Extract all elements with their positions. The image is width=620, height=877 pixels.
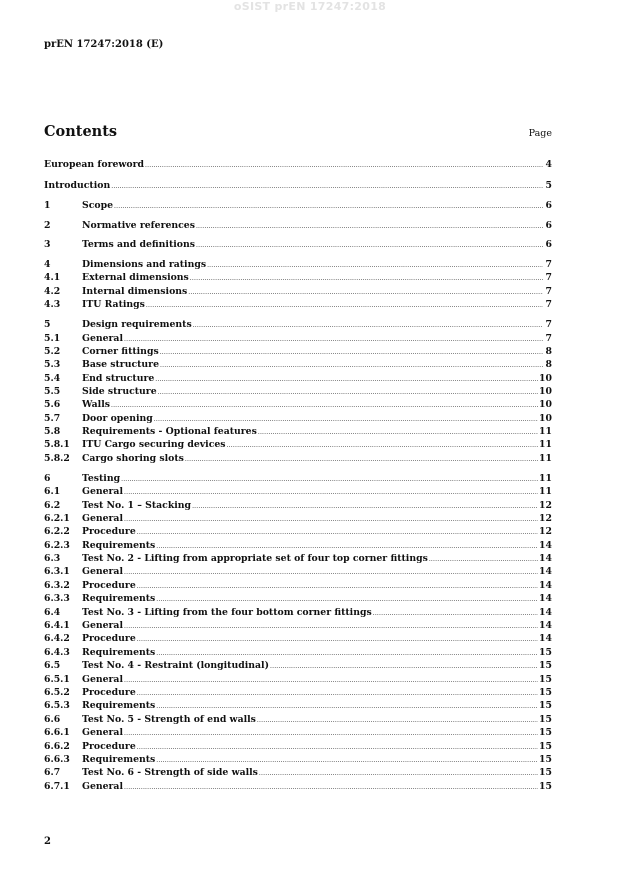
toc-entry-page: 14: [539, 593, 552, 604]
toc-entry-page: 14: [539, 607, 552, 618]
toc-entry[interactable]: [44, 198, 552, 211]
toc-entry[interactable]: [44, 498, 552, 511]
toc-entry-page: 7: [545, 333, 552, 344]
toc-entry[interactable]: [44, 297, 552, 310]
toc-entry-page: 11: [539, 453, 552, 464]
toc-entry-page: 11: [539, 426, 552, 437]
toc-entry-number: 5.7: [44, 413, 61, 424]
toc-entry[interactable]: [44, 645, 552, 658]
toc-dot-leader: [156, 649, 538, 658]
toc-entry-number: 4.3: [44, 299, 61, 310]
toc-entry[interactable]: [44, 511, 552, 524]
toc-entry-number: 5: [44, 319, 51, 330]
toc-entry-page: 10: [539, 399, 552, 410]
toc-entry-title: External dimensions: [82, 272, 189, 283]
toc-entry-title: Test No. 6 - Strength of side walls: [82, 767, 258, 778]
toc-entry-title: Procedure: [82, 633, 136, 644]
toc-entry-page: 12: [539, 500, 552, 511]
toc-entry-title: European foreword: [44, 159, 144, 170]
toc-entry-number: 6.7.1: [44, 781, 70, 792]
toc-entry-title: Requirements: [82, 754, 156, 765]
toc-dot-leader: [258, 428, 538, 437]
toc-entry-title: Requirements - Optional features: [82, 426, 257, 437]
toc-entry-title: Corner fittings: [82, 346, 159, 357]
toc-entry-title: Scope: [82, 200, 113, 211]
toc-entry-title: Test No. 1 – Stacking: [82, 500, 192, 511]
toc-entry-title: Base structure: [82, 359, 159, 370]
toc-entry-page: 15: [539, 674, 552, 685]
toc-entry-number: 5.8.1: [44, 439, 70, 450]
toc-entry[interactable]: [44, 178, 552, 191]
toc-entry-title: General: [82, 620, 123, 631]
toc-entry-number: 6.3.3: [44, 593, 70, 604]
toc-entry[interactable]: [44, 218, 552, 231]
toc-dot-leader: [124, 568, 538, 577]
toc-entry-title: Requirements: [82, 540, 156, 551]
toc-entry-title: Requirements: [82, 647, 156, 658]
toc-entry[interactable]: [44, 564, 552, 577]
toc-entry[interactable]: [44, 631, 552, 644]
toc-entry[interactable]: [44, 698, 552, 711]
toc-entry-title: Test No. 4 - Restraint (longitudinal): [82, 660, 269, 671]
toc-entry-title: End structure: [82, 373, 155, 384]
toc-entry-number: 6.5: [44, 660, 61, 671]
toc-entry[interactable]: [44, 424, 552, 437]
toc-entry-page: 15: [539, 767, 552, 778]
toc-entry[interactable]: [44, 765, 552, 778]
toc-entry[interactable]: [44, 779, 552, 792]
page-number: 2: [44, 836, 51, 847]
toc-entry-page: 14: [539, 620, 552, 631]
toc-dot-leader: [146, 301, 543, 310]
toc-entry-number: 1: [44, 200, 51, 211]
toc-dot-leader: [124, 515, 538, 524]
toc-dot-leader: [155, 375, 538, 384]
toc-entry-page: 6: [545, 200, 552, 211]
toc-entry-page: 14: [539, 566, 552, 577]
toc-entry-title: Door opening: [82, 413, 153, 424]
toc-entry-title: General: [82, 333, 123, 344]
toc-entry-page: 5: [545, 180, 552, 191]
toc-entry-number: 6.4: [44, 607, 61, 618]
toc-entry-number: 4.1: [44, 272, 61, 283]
toc-entry[interactable]: [44, 284, 552, 297]
toc-entry-page: 15: [539, 700, 552, 711]
toc-entry-number: 6.6.3: [44, 754, 70, 765]
toc-entry[interactable]: [44, 484, 552, 497]
toc-entry[interactable]: [44, 605, 552, 618]
toc-entry-number: 6.4.2: [44, 633, 70, 644]
toc-entry[interactable]: [44, 752, 552, 765]
toc-entry-number: 2: [44, 220, 51, 231]
toc-entry[interactable]: [44, 237, 552, 250]
toc-entry[interactable]: [44, 524, 552, 537]
toc-entry-title: Introduction: [44, 180, 111, 191]
toc-dot-leader: [193, 321, 543, 330]
toc-entry-title: Side structure: [82, 386, 157, 397]
toc-entry-number: 6.3.2: [44, 580, 70, 591]
toc-entry-page: 14: [539, 633, 552, 644]
toc-entry[interactable]: [44, 270, 552, 283]
toc-entry-number: 6.2.2: [44, 526, 70, 537]
toc-entry-number: 6.2.3: [44, 540, 70, 551]
toc-dot-leader: [190, 274, 543, 283]
toc-entry[interactable]: [44, 451, 552, 464]
toc-entry-title: Cargo shoring slots: [82, 453, 184, 464]
toc-entry-number: 6.2.1: [44, 513, 70, 524]
toc-entry-title: Requirements: [82, 700, 156, 711]
toc-dot-leader: [111, 401, 538, 410]
toc-entry-title: Normative references: [82, 220, 195, 231]
toc-dot-leader: [124, 676, 538, 685]
toc-entry-title: Walls: [82, 399, 110, 410]
toc-dot-leader: [429, 555, 538, 564]
toc-entry-number: 5.8.2: [44, 453, 70, 464]
toc-entry[interactable]: [44, 739, 552, 752]
toc-entry-number: 6.3: [44, 553, 61, 564]
toc-dot-leader: [137, 528, 538, 537]
toc-entry-number: 4: [44, 259, 51, 270]
toc-dot-leader: [373, 609, 538, 618]
toc-entry-page: 8: [545, 359, 552, 370]
toc-entry-title: Procedure: [82, 741, 136, 752]
watermark: oSIST prEN 17247:2018: [233, 0, 387, 13]
toc-entry-number: 6: [44, 473, 51, 484]
toc-entry-title: Test No. 2 - Lifting from appropriate set of four top corner fittings: [82, 553, 428, 564]
toc-dot-leader: [111, 182, 543, 191]
toc-dot-leader: [160, 361, 543, 370]
toc-entry[interactable]: [44, 658, 552, 671]
toc-entry-number: 4.2: [44, 286, 61, 297]
toc-entry-title: General: [82, 566, 123, 577]
toc-entry-number: 6.3.1: [44, 566, 70, 577]
toc-entry-page: 7: [545, 272, 552, 283]
toc-dot-leader: [160, 348, 543, 357]
toc-entry[interactable]: [44, 317, 552, 330]
toc-entry-page: 15: [539, 741, 552, 752]
toc-entry-title: Procedure: [82, 687, 136, 698]
toc-dot-leader: [156, 702, 538, 711]
toc-entry[interactable]: [44, 437, 552, 450]
toc-entry-number: 5.5: [44, 386, 61, 397]
toc-entry-page: 15: [539, 647, 552, 658]
toc-dot-leader: [270, 662, 538, 671]
toc-entry-title: Internal dimensions: [82, 286, 188, 297]
toc-entry-page: 12: [539, 513, 552, 524]
toc-entry-page: 14: [539, 553, 552, 564]
toc-entry-page: 7: [545, 286, 552, 297]
toc-entry-title: General: [82, 727, 123, 738]
toc-entry-number: 6.2: [44, 500, 61, 511]
toc-entry[interactable]: [44, 331, 552, 344]
toc-dot-leader: [227, 441, 539, 450]
toc-entry-page: 7: [545, 259, 552, 270]
toc-entry[interactable]: [44, 538, 552, 551]
toc-dot-leader: [137, 689, 538, 698]
toc-entry-title: Test No. 5 - Strength of end walls: [82, 714, 256, 725]
toc-entry[interactable]: [44, 672, 552, 685]
toc-entry[interactable]: [44, 357, 552, 370]
toc-entry-number: 6.6.1: [44, 727, 70, 738]
toc-dot-leader: [158, 388, 538, 397]
toc-dot-leader: [124, 488, 538, 497]
toc-entry-number: 6.5.1: [44, 674, 70, 685]
toc-dot-leader: [145, 161, 543, 170]
toc-entry[interactable]: [44, 578, 552, 591]
toc-dot-leader: [188, 288, 543, 297]
toc-entry-page: 6: [545, 220, 552, 231]
toc-entry-title: General: [82, 486, 123, 497]
toc-entry-page: 6: [545, 239, 552, 250]
toc-entry-number: 5.2: [44, 346, 61, 357]
toc-entry-page: 15: [539, 714, 552, 725]
toc-entry-page: 10: [539, 413, 552, 424]
toc-dot-leader: [196, 222, 543, 231]
toc-entry-number: 5.1: [44, 333, 61, 344]
toc-dot-leader: [124, 622, 538, 631]
toc-entry-page: 15: [539, 660, 552, 671]
toc-dot-leader: [156, 542, 538, 551]
toc-entry-page: 11: [539, 473, 552, 484]
page-column-label: Page: [528, 128, 552, 139]
toc-entry-number: 3: [44, 239, 51, 250]
toc-entry-number: 6.4.1: [44, 620, 70, 631]
toc-dot-leader: [156, 756, 538, 765]
toc-entry-page: 15: [539, 727, 552, 738]
toc-entry-page: 14: [539, 580, 552, 591]
toc-entry[interactable]: [44, 344, 552, 357]
toc-entry[interactable]: [44, 618, 552, 631]
toc-entry-number: 5.8: [44, 426, 61, 437]
toc-dot-leader: [257, 716, 538, 725]
toc-dot-leader: [259, 769, 538, 778]
toc-entry-title: Terms and definitions: [82, 239, 195, 250]
toc-entry[interactable]: [44, 384, 552, 397]
toc-entry-title: Test No. 3 - Lifting from the four bottom corner fittings: [82, 607, 372, 618]
toc-entry-page: 8: [545, 346, 552, 357]
toc-entry[interactable]: [44, 471, 552, 484]
toc-entry[interactable]: [44, 725, 552, 738]
toc-entry-number: 5.6: [44, 399, 61, 410]
toc-entry-number: 6.6.2: [44, 741, 70, 752]
toc-entry[interactable]: [44, 157, 552, 170]
toc-entry-page: 10: [539, 386, 552, 397]
document-id: prEN 17247:2018 (E): [44, 39, 164, 50]
toc-entry-number: 5.4: [44, 373, 61, 384]
toc-entry-page: 15: [539, 687, 552, 698]
toc-dot-leader: [114, 202, 543, 211]
toc-entry-page: 12: [539, 526, 552, 537]
toc-entry-title: Testing: [82, 473, 121, 484]
toc-dot-leader: [156, 595, 538, 604]
toc-dot-leader: [137, 743, 538, 752]
toc-entry-title: ITU Ratings: [82, 299, 145, 310]
toc-entry-page: 14: [539, 540, 552, 551]
toc-entry-page: 15: [539, 754, 552, 765]
toc-entry-page: 15: [539, 781, 552, 792]
toc-entry-title: Requirements: [82, 593, 156, 604]
toc-entry-title: General: [82, 781, 123, 792]
toc-entry-title: General: [82, 674, 123, 685]
toc-entry[interactable]: [44, 551, 552, 564]
toc-entry[interactable]: [44, 371, 552, 384]
toc-entry-title: Dimensions and ratings: [82, 259, 207, 270]
toc-entry-number: 6.7: [44, 767, 61, 778]
toc-dot-leader: [124, 335, 543, 344]
toc-entry-number: 6.5.3: [44, 700, 70, 711]
toc-entry[interactable]: [44, 257, 552, 270]
toc-dot-leader: [124, 783, 538, 792]
toc-dot-leader: [137, 635, 538, 644]
toc-entry-page: 10: [539, 373, 552, 384]
contents-title: Contents: [44, 123, 118, 140]
toc-entry-page: 11: [539, 486, 552, 497]
toc-entry-page: 11: [539, 439, 552, 450]
toc-entry[interactable]: [44, 591, 552, 604]
toc-dot-leader: [192, 502, 538, 511]
toc-entry-number: 6.4.3: [44, 647, 70, 658]
toc-entry[interactable]: [44, 712, 552, 725]
toc-entry[interactable]: [44, 411, 552, 424]
table-of-contents: [44, 0, 552, 877]
toc-entry-title: Procedure: [82, 580, 136, 591]
toc-entry-number: 5.3: [44, 359, 61, 370]
toc-entry-title: Design requirements: [82, 319, 192, 330]
toc-dot-leader: [196, 241, 543, 250]
toc-entry-number: 6.5.2: [44, 687, 70, 698]
toc-dot-leader: [137, 582, 538, 591]
toc-dot-leader: [154, 415, 538, 424]
toc-entry-title: Procedure: [82, 526, 136, 537]
toc-entry-number: 6.1: [44, 486, 61, 497]
toc-dot-leader: [207, 261, 543, 270]
toc-entry-page: 4: [545, 159, 552, 170]
toc-entry-title: ITU Cargo securing devices: [82, 439, 226, 450]
toc-entry-page: 7: [545, 299, 552, 310]
toc-dot-leader: [185, 455, 538, 464]
toc-entry[interactable]: [44, 397, 552, 410]
toc-entry-page: 7: [545, 319, 552, 330]
toc-entry[interactable]: [44, 685, 552, 698]
toc-dot-leader: [121, 475, 538, 484]
toc-entry-number: 6.6: [44, 714, 61, 725]
toc-dot-leader: [124, 729, 538, 738]
toc-entry-title: General: [82, 513, 123, 524]
